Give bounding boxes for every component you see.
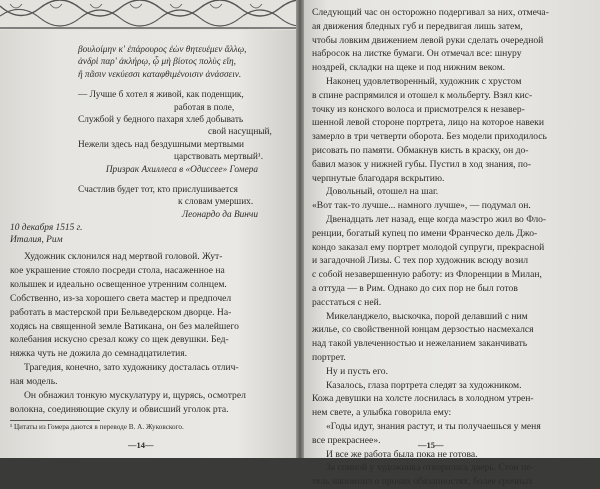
text-line: За спиной у художника отворилась дверь. Стон пе-	[326, 462, 534, 474]
ornamental-header-border	[0, 0, 296, 30]
text-line: ая движения бледных губ и передвигая лишь затем,	[312, 20, 523, 32]
text-line: колебания искусно срезал кожу со щек девушки. Бед-	[10, 334, 229, 346]
left-body-text	[10, 250, 290, 417]
text-line: жилье, со свойственной юнцам дерзостью насмехался	[312, 324, 534, 336]
chapter-dateline	[10, 222, 83, 246]
text-line: Ну и пусть его.	[326, 365, 388, 377]
text-line: «Годы идут, знания растут, и ты получаешься у меня	[326, 420, 541, 432]
text-line: черпнутые благодаря вскрытию.	[312, 172, 445, 184]
text-line: ходясь на священной земле Ватикана, он без малейшего	[10, 320, 239, 332]
epigraph	[78, 44, 288, 221]
footnote-rule	[10, 420, 100, 421]
text-line: няжка чуть не дожила до семнадцатилетия.	[10, 348, 188, 360]
chapter-date: 10 декабря 1515 г.	[10, 223, 83, 233]
chapter-place: Италия, Рим	[10, 235, 63, 246]
text-line: замерло в три четверти оборота. Без модели приходилось	[312, 131, 547, 143]
epigraph-line: ἀνδρὶ παρ' ἀκλήρῳ, ᾧ μὴ βίοτος πολὺς εἴη,	[78, 57, 236, 68]
text-line: кое украшение стояло посреди стола, насаженное на	[10, 264, 225, 276]
text-line: точку из конского волоса и присмотрелся к незавер-	[312, 103, 525, 115]
epigraph-line: — Лучше б хотел я живой, как поденщик,	[78, 90, 244, 101]
footnote: ¹ Цитаты из Гомера даются в переводе В. А. Жуковского.	[10, 423, 184, 431]
text-line: с собой незавершенную работу: из Флоренции в Милан,	[312, 269, 542, 281]
text-line: Следующий час он осторожно подергивал за них, отмеча-	[312, 7, 549, 18]
text-line: ренции, богатый купец по имени Франческо дель Джо-	[312, 227, 538, 239]
text-line: и загадочной Лизы. С тех пор художник всюду возил	[312, 255, 529, 267]
text-line: все прекраснее».	[312, 434, 381, 446]
text-line: а оттуда — в Рим. Однако до сих пор не был готов	[312, 282, 518, 294]
text-line: кондо заказал ему портрет молодой супруги, прекрасной	[312, 241, 545, 253]
text-line: Наконец удовлетворенный, художник с хрустом	[326, 75, 522, 87]
text-line: расстаться с ней.	[312, 296, 382, 308]
epigraph-line: Счастлив будет тот, кто прислушивается	[78, 185, 238, 196]
text-line: волокна, соединяющие скулу и обвисший уголок рта.	[10, 403, 229, 415]
epigraph-line: Нежели здесь над бездушными мертвыми	[78, 139, 245, 150]
right-page	[304, 0, 600, 488]
page-number: —15—	[418, 440, 444, 450]
text-line: набросок на листке бумаги. Он отмечал все: шнуру	[312, 48, 522, 60]
text-line: портрет.	[312, 351, 346, 363]
epigraph-attribution: Призрак Ахиллеса в «Одиссее» Гомера	[105, 164, 258, 175]
epigraph-line: работая в поле,	[174, 102, 235, 113]
text-line: колышек и идеально освещенное утренним солнцем.	[10, 278, 227, 290]
page-number: —14—	[128, 440, 154, 450]
text-line: Художник склонился над мертвой головой. Жут-	[24, 251, 223, 262]
text-line: Собственно, из-за хорошего света мастер и предпочел	[10, 292, 232, 304]
epigraph-line: царствовать мертвый¹.	[174, 152, 264, 163]
epigraph-attribution: Леонардо да Винчи	[181, 209, 258, 220]
text-line: Казалось, глаза портрета следят за художником.	[326, 379, 522, 391]
text-line: ноздрей, складки на щеке и под нижним веком.	[312, 62, 506, 74]
epigraph-line: к словам умерших.	[178, 197, 254, 208]
text-line: рисовать по памяти. Обмакнув кисть в краску, он до-	[312, 144, 529, 156]
text-line: тель напомнил о прочих обязанностях, более срочных	[312, 476, 533, 488]
book-gutter	[296, 0, 304, 458]
epigraph-line: Службой у бедного пахаря хлеб добывать	[78, 115, 244, 126]
text-line: в спине распрямился и отошел к мольберту. Взял кис-	[312, 89, 533, 101]
text-line: над такой увлеченностью и нежеланием заканчивать	[312, 338, 528, 350]
text-line: Кожа девушки на холсте лоснилась в холодном утрен-	[312, 393, 534, 405]
text-line: шенной левой стороне портрета, лицо на которое навеки	[312, 117, 544, 129]
text-line: Он обнажил тонкую мускулатуру и, щурясь, осмотрел	[24, 390, 246, 402]
text-line: Трагедия, конечно, зато художнику досталась отлич-	[24, 362, 239, 374]
text-line: Довольный, отошел на шаг.	[326, 186, 439, 198]
left-page	[0, 0, 296, 458]
text-line: ная модель.	[10, 376, 58, 388]
right-body-text	[312, 6, 596, 489]
text-line: Двенадцать лет назад, еще когда маэстро жил во Фло-	[326, 213, 547, 225]
text-line: «Вот так-то лучше... намного лучше», — подумал он.	[312, 200, 531, 212]
text-line: бавил мазок у нижней губы. Пустил в ход знания, по-	[312, 158, 532, 170]
text-line: Микеланджело, выскочка, порой делавший с ним	[326, 310, 528, 322]
epigraph-line: свой насущный,	[208, 127, 272, 138]
epigraph-line: βουλοίμην κ' ἐπάρουρος ἐὼν θητευέμεν ἄλλῳ,	[78, 45, 247, 55]
epigraph-line: ἢ πᾶσιν νεκύεσσι καταφθιμένοισιν ἀνάσσειν.	[78, 69, 242, 80]
text-line: чтобы ловким движением левой руки сделать очередной	[312, 34, 544, 46]
text-line: работать в мастерской при Бельведерском дворце. На-	[10, 306, 232, 318]
text-line: нем свете, а улыбка говорила ему:	[312, 407, 452, 419]
text-line: И все же работа была пока не готова.	[326, 448, 478, 460]
